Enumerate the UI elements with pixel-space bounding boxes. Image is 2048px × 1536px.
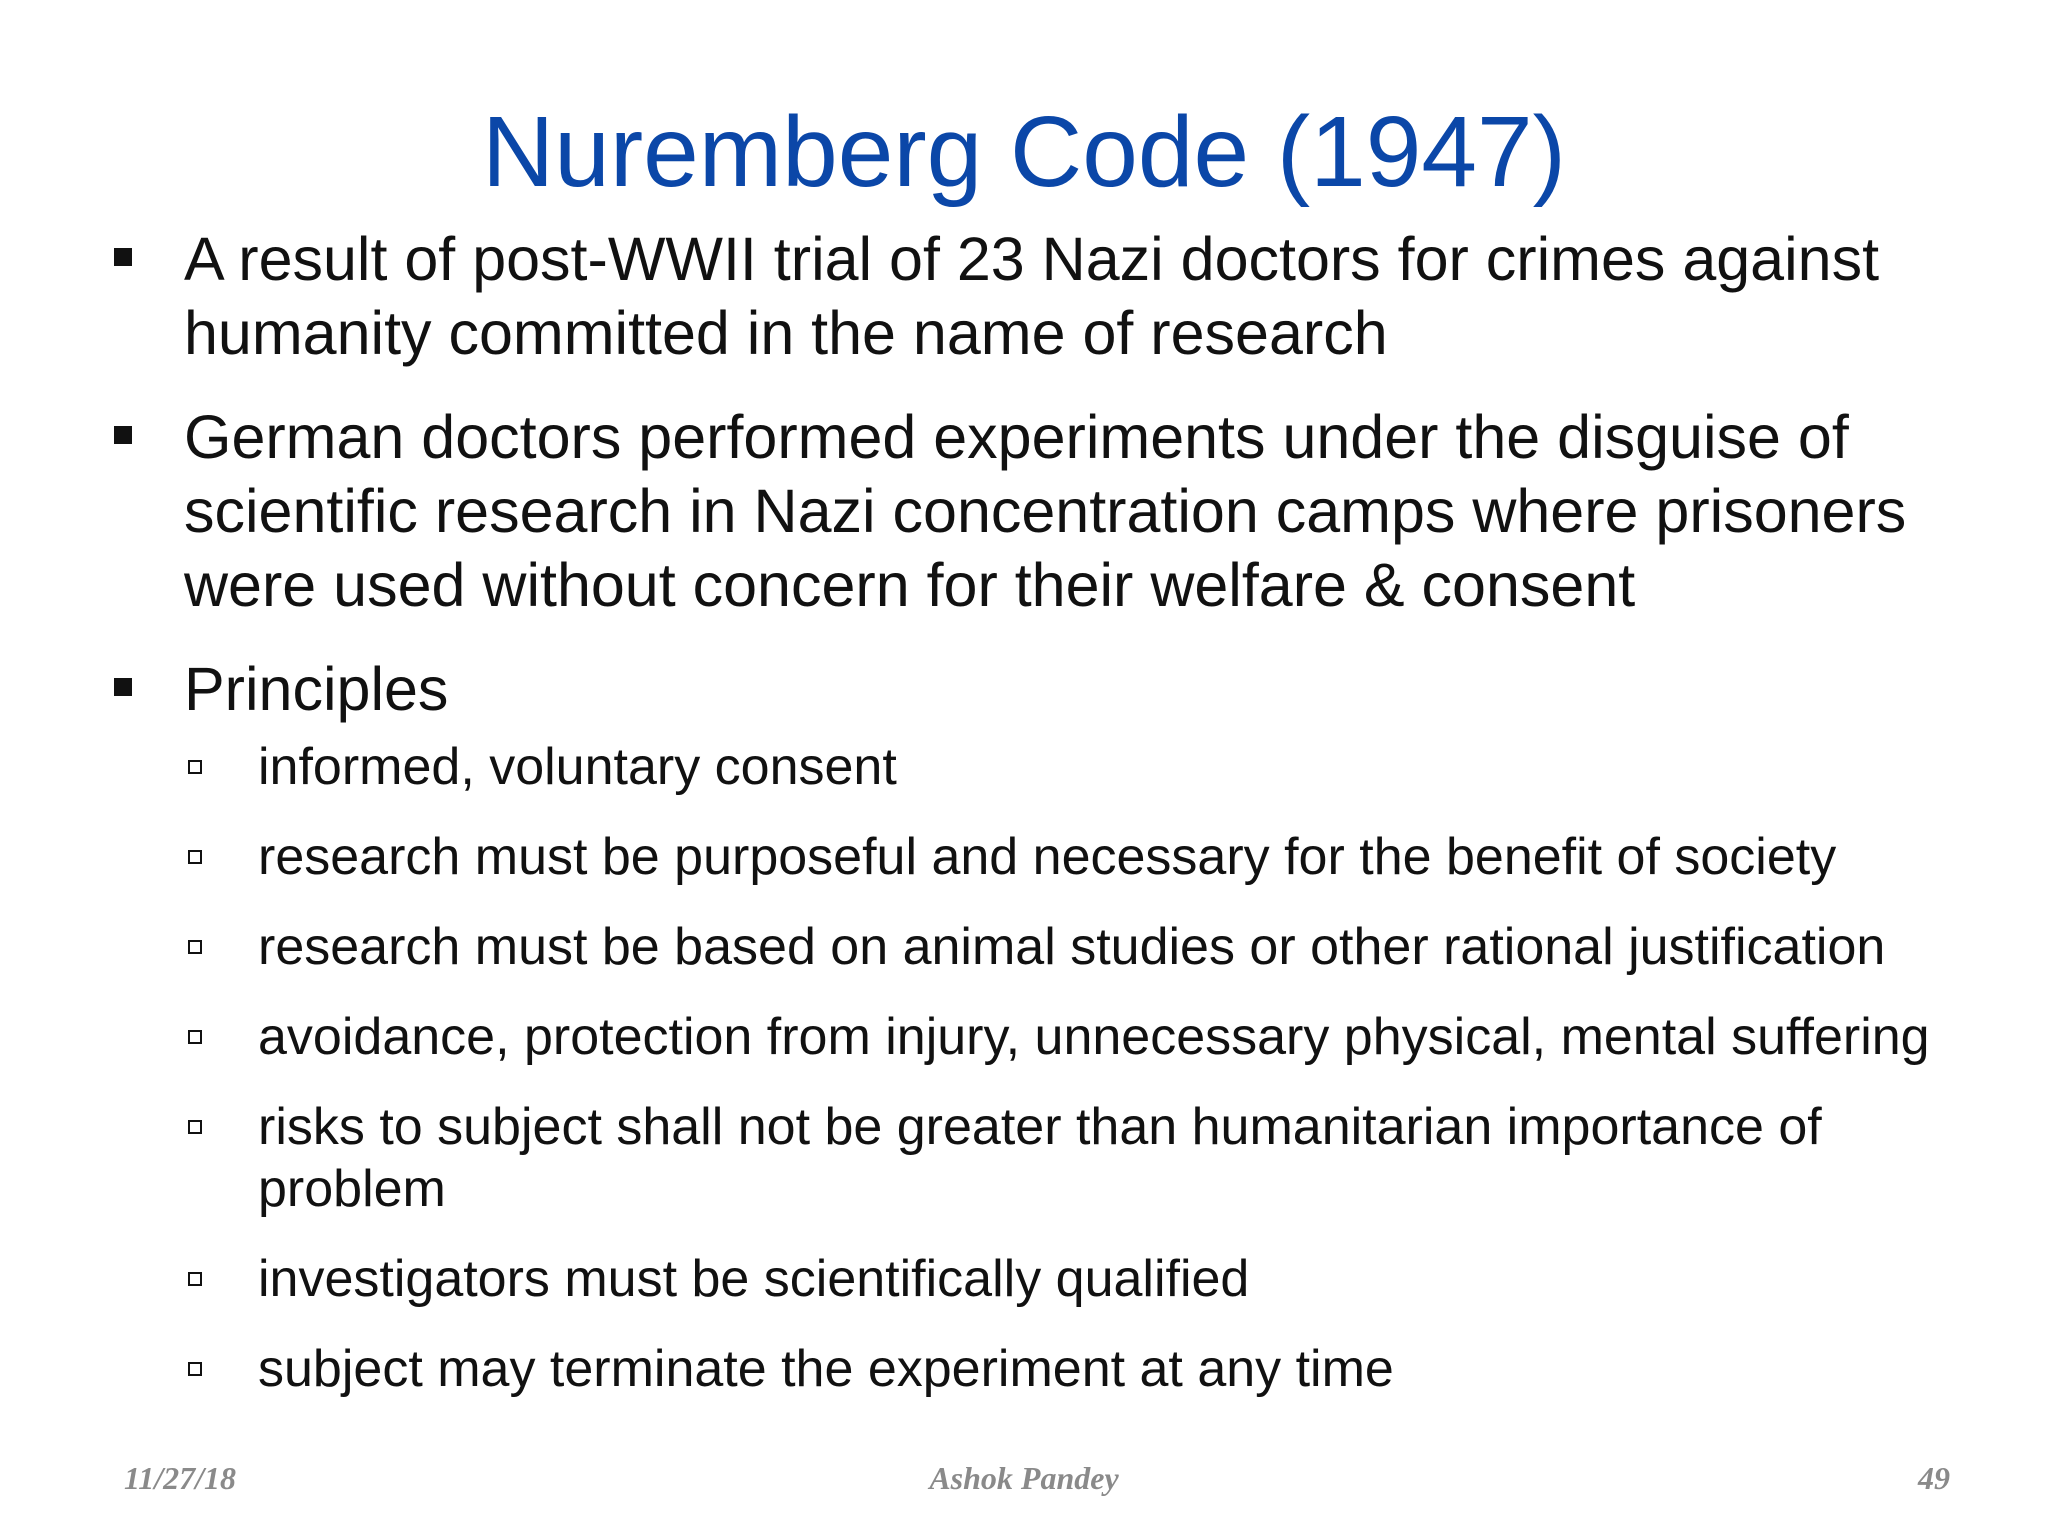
principle-item — [184, 1096, 1990, 1220]
bullet-list — [110, 222, 1990, 1430]
principle-item — [184, 1338, 1990, 1400]
principles-list — [184, 736, 1990, 1400]
principle-item — [184, 916, 1990, 978]
bullet-item-principles — [110, 652, 1990, 1400]
hollow-square-bullet-icon — [188, 850, 202, 864]
square-bullet-icon — [114, 678, 132, 696]
hollow-square-bullet-icon — [188, 1362, 202, 1376]
principle-item — [184, 826, 1990, 888]
square-bullet-icon — [114, 426, 132, 444]
principle-text: investigators must be scientifically qualified — [258, 1250, 1250, 1308]
bullet-item — [110, 222, 1990, 370]
principle-text: informed, voluntary consent — [258, 738, 897, 796]
square-bullet-icon — [114, 248, 132, 266]
principle-item — [184, 736, 1990, 798]
bullet-text: A result of post-WWII trial of 23 Nazi doctors for crimes against humanity committed in the name of research — [184, 225, 1880, 367]
hollow-square-bullet-icon — [188, 1120, 202, 1134]
bullet-text: German doctors performed experiments under the disguise of scientific research in Nazi concentration camps where prisoners were used without concern for their welfare & consent — [184, 403, 1907, 619]
principle-item — [184, 1248, 1990, 1310]
principle-text: research must be purposeful and necessary for the benefit of society — [258, 828, 1837, 886]
footer-page-number: 49 — [1918, 1460, 1950, 1496]
footer-date: 11/27/18 — [124, 1460, 237, 1496]
hollow-square-bullet-icon — [188, 940, 202, 954]
principle-text: avoidance, protection from injury, unnecessary physical, mental suffering — [258, 1008, 1930, 1066]
principle-text: research must be based on animal studies or other rational justification — [258, 918, 1886, 976]
principle-text: subject may terminate the experiment at any time — [258, 1340, 1394, 1398]
principle-item — [184, 1006, 1990, 1068]
principle-text: risks to subject shall not be greater than humanitarian importance of problem — [258, 1098, 1822, 1218]
hollow-square-bullet-icon — [188, 1030, 202, 1044]
hollow-square-bullet-icon — [188, 760, 202, 774]
hollow-square-bullet-icon — [188, 1272, 202, 1286]
bullet-text: Principles — [184, 655, 449, 723]
slide-title: Nuremberg Code (1947) — [482, 96, 1566, 208]
footer-author: Ashok Pandey — [929, 1460, 1119, 1496]
bullet-item — [110, 400, 1990, 622]
